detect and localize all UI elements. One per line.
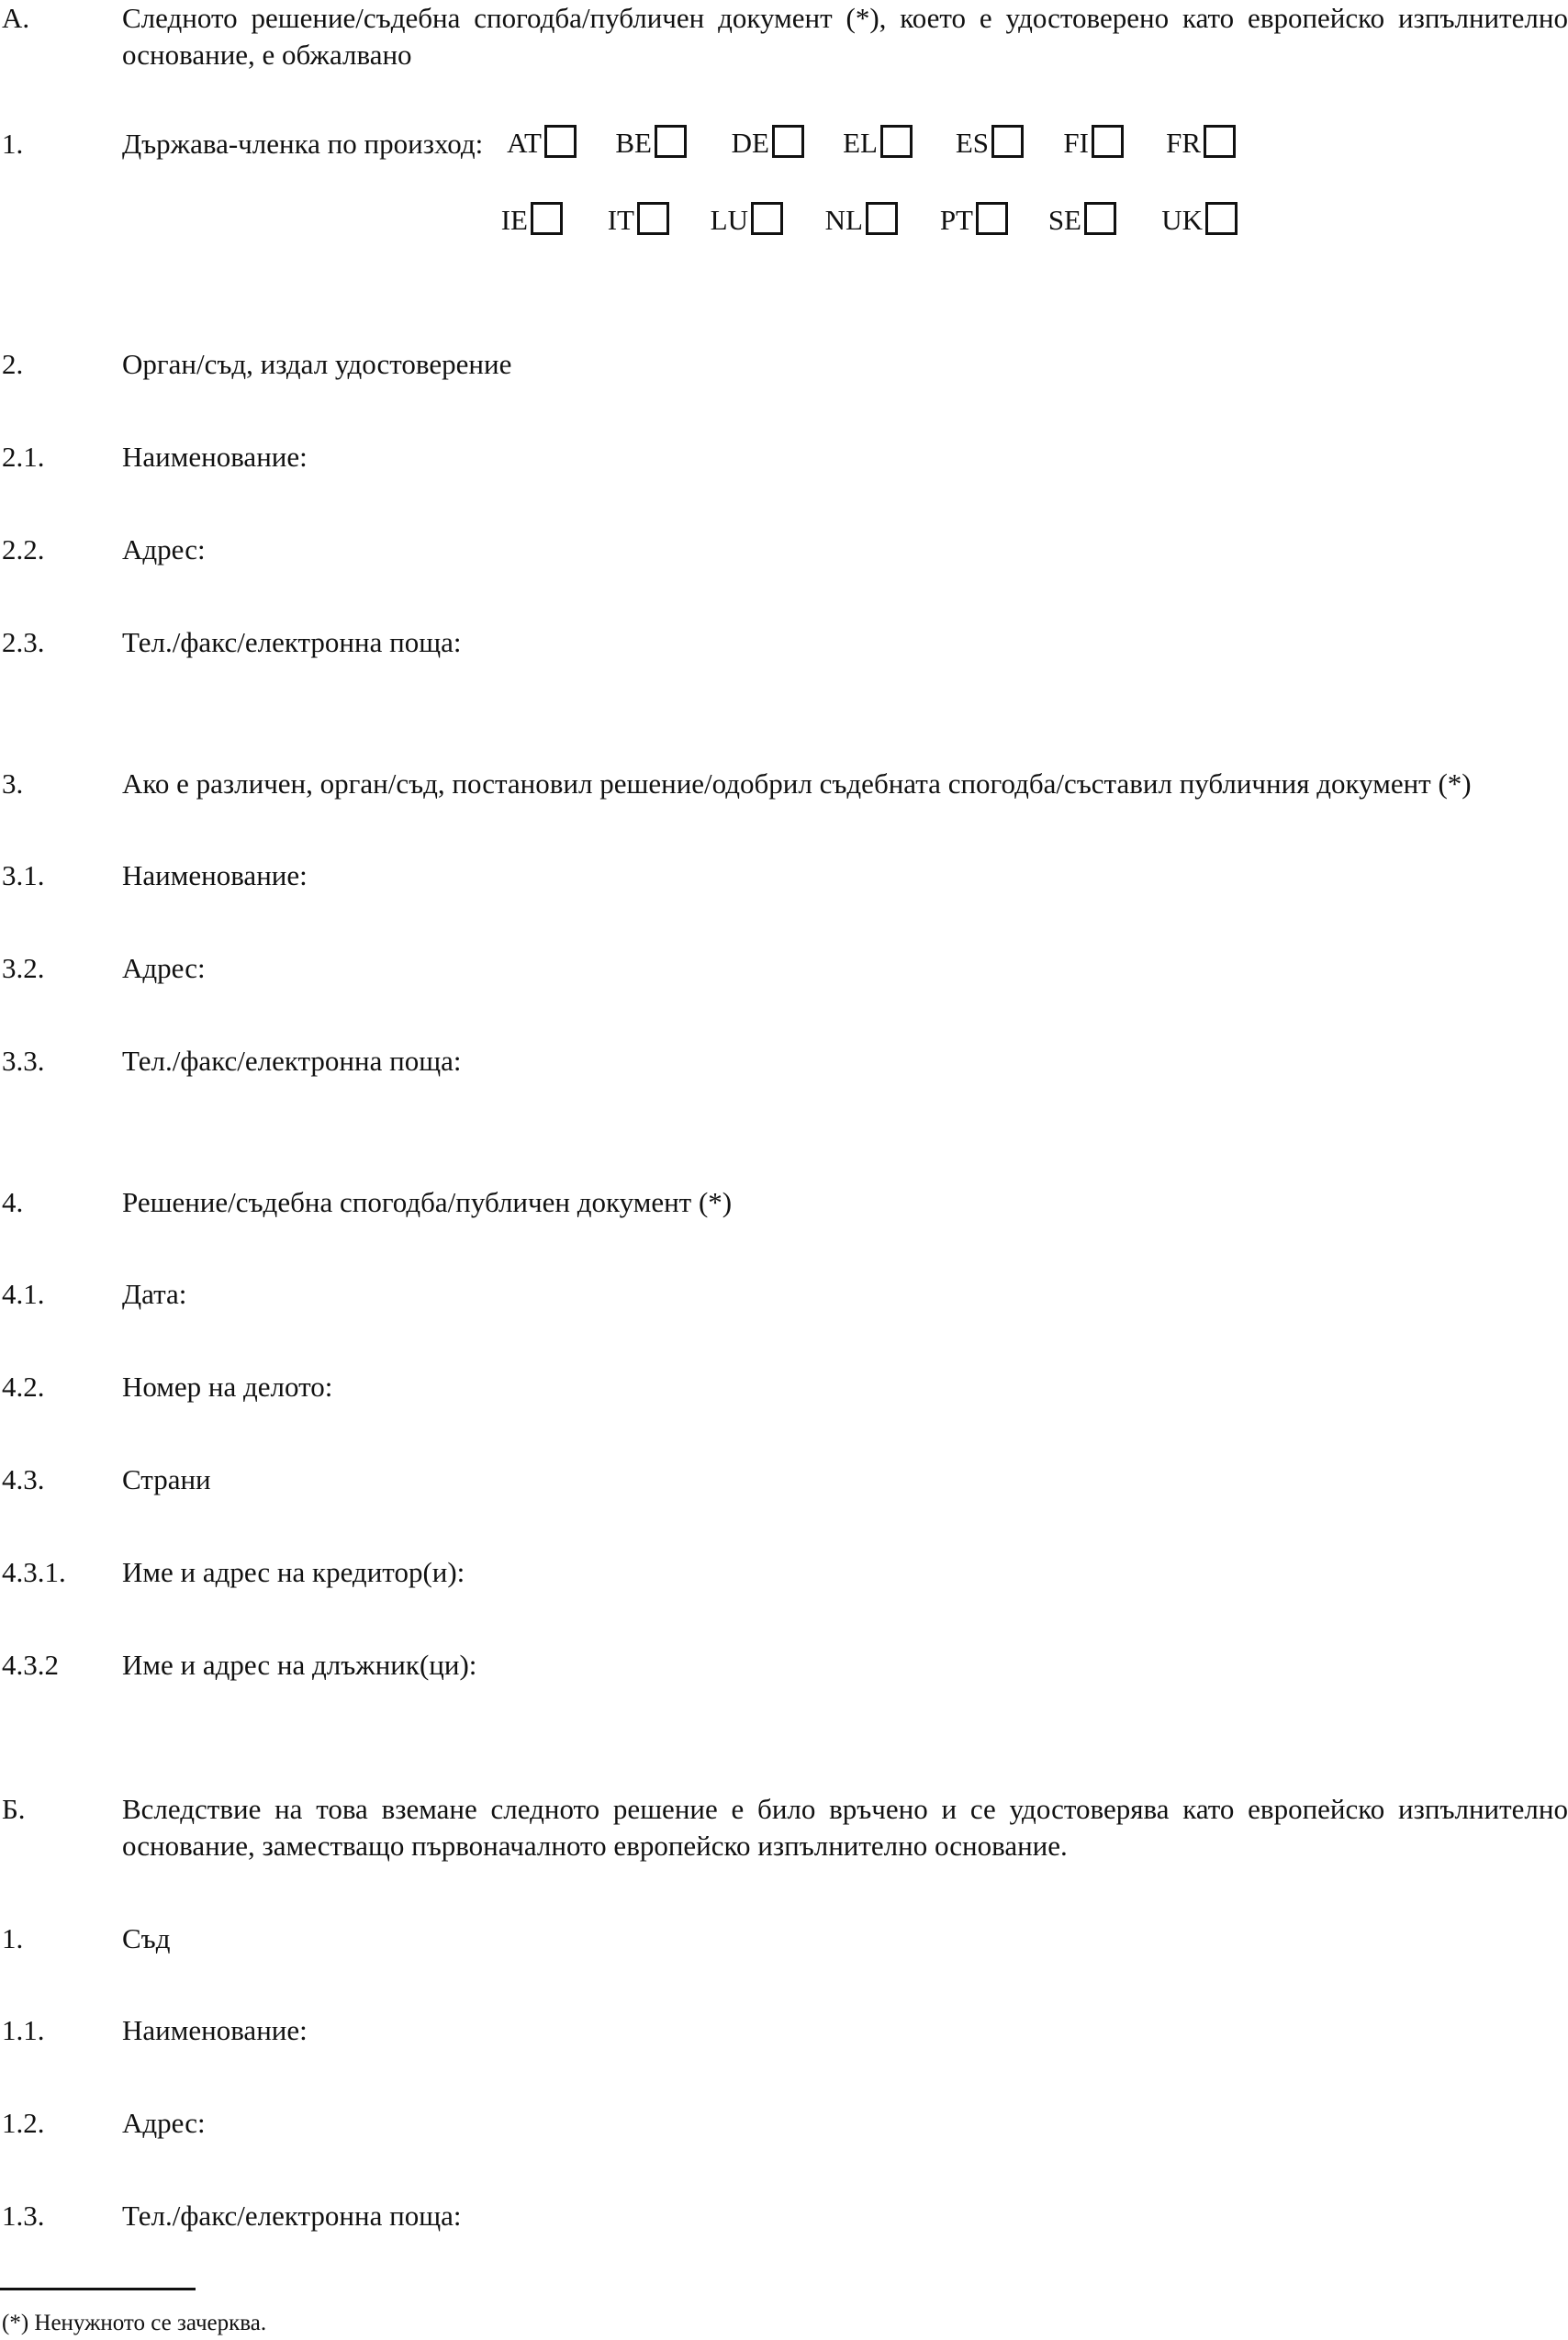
country-code: SE bbox=[1047, 204, 1081, 236]
item-number: 2. bbox=[2, 348, 24, 380]
country-checkbox-se[interactable] bbox=[1017, 200, 1116, 241]
country-code: PT bbox=[939, 204, 973, 236]
country-checkbox-uk[interactable] bbox=[1138, 200, 1238, 241]
checkbox[interactable] bbox=[637, 202, 669, 235]
origin-state-label: Държава-членка по произход: bbox=[122, 128, 484, 160]
item-number: 4.1. bbox=[2, 1278, 45, 1310]
country-checkbox-el[interactable] bbox=[813, 123, 913, 163]
item-number: 1.3. bbox=[2, 2200, 45, 2232]
section-a-label: А. bbox=[2, 2, 30, 34]
item-number: 3.2. bbox=[2, 952, 45, 984]
item-number: 3.3. bbox=[2, 1045, 45, 1077]
checkbox[interactable] bbox=[880, 125, 913, 158]
checkbox[interactable] bbox=[751, 202, 783, 235]
item-number: 4.3.1. bbox=[2, 1556, 66, 1588]
footnote: (*) Ненужното се зачерква. bbox=[2, 2311, 267, 2335]
section-a-text: Следното решение/съдебна спогодба/публичен документ (*), което е удостоверено като европейско изпълнително основание, е обжалвано bbox=[122, 2, 1568, 71]
item-number: 2.1. bbox=[2, 441, 45, 473]
country-checkbox-nl[interactable] bbox=[799, 200, 898, 241]
item-text: Решение/съдебна спогодба/публичен документ (*) bbox=[122, 1186, 733, 1218]
country-code: EL bbox=[843, 127, 878, 159]
country-checkbox-ie[interactable] bbox=[464, 200, 563, 241]
item-number: 4.3.2 bbox=[2, 1649, 59, 1681]
checkbox[interactable] bbox=[544, 125, 577, 158]
item-text: Адрес: bbox=[122, 952, 206, 984]
country-checkbox-fi[interactable] bbox=[1025, 123, 1124, 163]
item-text: Номер на делото: bbox=[122, 1371, 333, 1403]
checkbox[interactable] bbox=[976, 202, 1008, 235]
item-number: 4. bbox=[2, 1186, 24, 1218]
country-code: IT bbox=[607, 204, 634, 236]
checkbox[interactable] bbox=[866, 202, 898, 235]
item-number: 2.2. bbox=[2, 533, 45, 565]
item-text: Ако е различен, орган/съд, постановил решение/одобрил съдебната спогодба/съставил публичния документ (*) bbox=[122, 767, 1472, 800]
item-text: Страни bbox=[122, 1463, 211, 1495]
country-checkbox-fr[interactable] bbox=[1137, 123, 1236, 163]
checkbox[interactable] bbox=[531, 202, 563, 235]
item-number: 1. bbox=[2, 128, 24, 160]
country-checkbox-es[interactable] bbox=[924, 123, 1024, 163]
item-text: Тел./факс/електронна поща: bbox=[122, 626, 462, 658]
checkbox[interactable] bbox=[1092, 125, 1124, 158]
country-code: AT bbox=[507, 127, 542, 159]
country-code: IE bbox=[500, 204, 528, 236]
item-text: Орган/съд, издал удостоверение bbox=[122, 348, 512, 380]
country-checkbox-de[interactable] bbox=[705, 123, 804, 163]
item-text: Име и адрес на кредитор(и): bbox=[122, 1556, 465, 1588]
country-checkbox-row-2 bbox=[0, 200, 1249, 241]
section-b-label: Б. bbox=[2, 1793, 26, 1825]
item-number: 1.2. bbox=[2, 2107, 45, 2139]
item-number: 4.2. bbox=[2, 1371, 45, 1403]
country-checkbox-lu[interactable] bbox=[684, 200, 783, 241]
country-checkbox-at[interactable] bbox=[477, 123, 577, 163]
item-number: 2.3. bbox=[2, 626, 45, 658]
country-code: LU bbox=[710, 204, 748, 236]
country-checkbox-pt[interactable] bbox=[909, 200, 1008, 241]
item-text: Дата: bbox=[122, 1278, 187, 1310]
country-code: NL bbox=[824, 204, 863, 236]
country-code: UK bbox=[1161, 204, 1203, 236]
item-number: 1. bbox=[2, 1922, 24, 1954]
footnote-separator bbox=[0, 2288, 196, 2290]
item-number: 4.3. bbox=[2, 1463, 45, 1495]
country-checkbox-it[interactable] bbox=[570, 200, 669, 241]
item-text: Адрес: bbox=[122, 533, 206, 565]
country-code: FR bbox=[1166, 127, 1201, 159]
checkbox[interactable] bbox=[1084, 202, 1116, 235]
item-text: Наименование: bbox=[122, 441, 308, 473]
checkbox[interactable] bbox=[1205, 202, 1238, 235]
checkbox[interactable] bbox=[1204, 125, 1236, 158]
item-number: 1.1. bbox=[2, 2014, 45, 2046]
item-text: Адрес: bbox=[122, 2107, 206, 2139]
country-checkbox-be[interactable] bbox=[588, 123, 687, 163]
item-text: Съд bbox=[122, 1922, 171, 1954]
country-code: BE bbox=[615, 127, 652, 159]
country-code: DE bbox=[731, 127, 769, 159]
item-text: Наименование: bbox=[122, 859, 308, 891]
item-number: 3. bbox=[2, 767, 24, 800]
country-code: FI bbox=[1063, 127, 1089, 159]
item-text: Наименование: bbox=[122, 2014, 308, 2046]
item-text: Име и адрес на длъжник(ци): bbox=[122, 1649, 477, 1681]
checkbox[interactable] bbox=[655, 125, 687, 158]
section-b-text: Вследствие на това вземане следното решение е било връчено и се удостоверява като европейско изпълнително основание, заместващо първоначалното европейско изпълнително основание. bbox=[122, 1793, 1568, 1862]
item-number: 3.1. bbox=[2, 859, 45, 891]
item-text: Тел./факс/електронна поща: bbox=[122, 2200, 462, 2232]
country-checkbox-row-1 bbox=[0, 123, 1249, 163]
checkbox[interactable] bbox=[772, 125, 804, 158]
checkbox[interactable] bbox=[991, 125, 1024, 158]
country-code: ES bbox=[955, 127, 989, 159]
item-text: Тел./факс/електронна поща: bbox=[122, 1045, 462, 1077]
